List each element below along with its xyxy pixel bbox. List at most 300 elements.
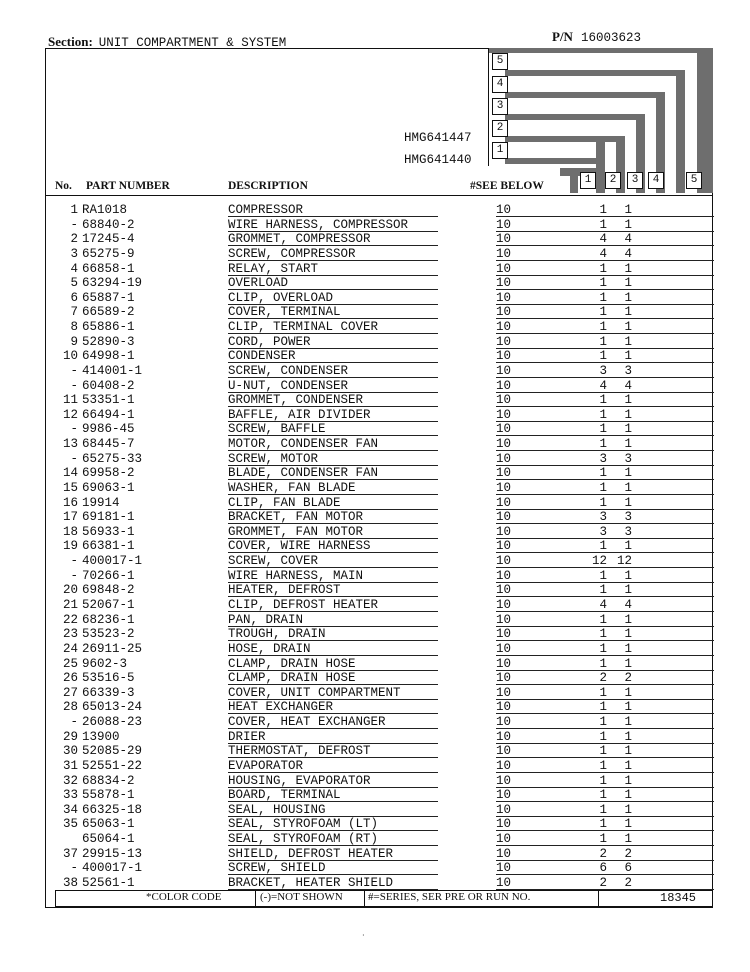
see-below-code: 10 (496, 437, 512, 452)
see-below-code: 10 (496, 203, 512, 217)
key-box-2: 2 (492, 120, 508, 137)
qty-model-2: 1 (624, 466, 632, 481)
qty-model-2: 4 (624, 378, 632, 393)
see-below-code: 10 (496, 524, 512, 539)
qty-model-2: 1 (624, 568, 632, 583)
item-number: 29 (62, 729, 78, 744)
description: WASHER, FAN BLADE (228, 480, 356, 495)
footer-divider (55, 891, 56, 906)
see-below-code: 10 (496, 568, 512, 583)
table-row (0, 671, 750, 686)
section-label: Section: (48, 34, 93, 49)
qty-model-1: 1 (599, 261, 607, 276)
qty-model-2: 1 (624, 729, 632, 744)
qty-model-1: 6 (599, 861, 607, 876)
table-row (0, 759, 750, 774)
see-below-code: 10 (496, 480, 512, 495)
see-below-code: 10 (496, 422, 512, 437)
description: CLIP, FAN BLADE (228, 495, 341, 510)
qty-model-2: 1 (624, 832, 632, 847)
qty-model-1: 1 (599, 685, 607, 700)
part-number: 9986-45 (82, 422, 135, 437)
item-number: - (70, 451, 78, 466)
qty-model-1: 2 (599, 671, 607, 686)
description: U-NUT, CONDENSER (228, 378, 349, 393)
col-header-description: DESCRIPTION (228, 180, 308, 192)
description: RELAY, START (228, 261, 319, 276)
part-number: 52085-29 (82, 744, 143, 759)
model-hmg641440: HMG641440 (404, 153, 472, 167)
model-hmg641447: HMG641447 (404, 131, 472, 145)
table-row (0, 466, 750, 481)
description: SCREW, COVER (228, 554, 319, 569)
qty-model-2: 3 (624, 524, 632, 539)
item-number: 19 (62, 539, 78, 554)
footer-divider (712, 891, 713, 906)
table-row (0, 788, 750, 803)
footer-divider (364, 891, 365, 906)
qty-model-1: 1 (599, 568, 607, 583)
item-number: 31 (62, 758, 78, 773)
description: SEAL, STYROFOAM (RT) (228, 832, 379, 847)
item-number: 12 (62, 407, 78, 422)
item-number: - (70, 422, 78, 437)
item-number: 9 (70, 334, 78, 349)
qty-model-2: 3 (624, 363, 632, 378)
qty-model-2: 1 (624, 641, 632, 656)
qty-model-2: 1 (624, 261, 632, 276)
description: OVERLOAD (228, 276, 289, 291)
see-below-code: 10 (496, 598, 512, 612)
qty-model-2: 1 (624, 802, 632, 817)
qty-model-1: 1 (599, 656, 607, 671)
key-col-2: 2 (605, 172, 621, 189)
qty-model-2: 4 (624, 246, 632, 261)
see-below-code: 10 (496, 729, 512, 744)
table-row (0, 642, 750, 657)
qty-model-1: 1 (599, 407, 607, 422)
description: SEAL, HOUSING (228, 802, 326, 817)
description: COVER, TERMINAL (228, 305, 341, 320)
see-below-code: 10 (496, 875, 512, 890)
description: COMPRESSOR (228, 203, 304, 217)
part-number: 13900 (82, 729, 120, 744)
item-number: - (70, 378, 78, 393)
header-divider (45, 195, 713, 196)
item-number: - (70, 861, 78, 876)
qty-model-1: 3 (599, 363, 607, 378)
description: COVER, HEAT EXCHANGER (228, 715, 386, 730)
table-row (0, 598, 750, 613)
qty-model-2: 1 (624, 305, 632, 320)
description: DRIER (228, 729, 266, 744)
see-below-code: 10 (496, 846, 512, 861)
qty-model-2: 1 (624, 715, 632, 730)
table-row (0, 832, 750, 847)
qty-model-2: 2 (624, 875, 632, 890)
description: CLAMP, DRAIN HOSE (228, 671, 356, 686)
description: BRACKET, FAN MOTOR (228, 510, 364, 525)
table-row (0, 510, 750, 525)
qty-model-2: 1 (624, 276, 632, 291)
item-number: 22 (62, 612, 78, 627)
key-col-5: 5 (686, 172, 702, 189)
qty-model-1: 1 (599, 480, 607, 495)
description: HEAT EXCHANGER (228, 700, 334, 715)
qty-model-2: 1 (624, 290, 632, 305)
description: BRACKET, HEATER SHIELD (228, 875, 394, 890)
qty-model-1: 1 (599, 715, 607, 730)
key-col-3: 3 (627, 172, 643, 189)
qty-model-1: 1 (599, 788, 607, 803)
table-row (0, 496, 750, 511)
table-row (0, 539, 750, 554)
qty-model-1: 1 (599, 773, 607, 788)
qty-model-1: 3 (599, 451, 607, 466)
key-col-4: 4 (648, 172, 664, 189)
item-number: 26 (62, 671, 78, 686)
item-number: 33 (62, 788, 78, 803)
see-below-code: 10 (496, 393, 512, 408)
qty-model-2: 1 (624, 334, 632, 349)
see-below-code: 10 (496, 232, 512, 247)
qty-model-2: 1 (624, 758, 632, 773)
part-number: 29915-13 (82, 846, 143, 861)
part-number: 52067-1 (82, 598, 135, 612)
table-row (0, 803, 750, 818)
qty-model-2: 1 (624, 627, 632, 642)
table-row (0, 700, 750, 715)
see-below-code: 10 (496, 656, 512, 671)
item-number: - (70, 217, 78, 232)
qty-model-2: 1 (624, 788, 632, 803)
see-below-code: 10 (496, 627, 512, 642)
description: CORD, POWER (228, 334, 311, 349)
qty-model-1: 1 (599, 539, 607, 554)
qty-model-2: 1 (624, 744, 632, 759)
item-number: 38 (62, 875, 78, 890)
item-number: 6 (70, 290, 78, 305)
see-below-code: 10 (496, 715, 512, 730)
table-row (0, 744, 750, 759)
qty-model-1: 1 (599, 437, 607, 452)
table-row (0, 379, 750, 394)
part-number: 66858-1 (82, 261, 135, 276)
see-below-code: 10 (496, 685, 512, 700)
part-number: 66339-3 (82, 685, 135, 700)
item-number: 7 (70, 305, 78, 320)
qty-model-2: 1 (624, 422, 632, 437)
qty-model-2: 1 (624, 817, 632, 832)
part-number: 68834-2 (82, 773, 135, 788)
qty-model-2: 1 (624, 685, 632, 700)
description: SEAL, STYROFOAM (LT) (228, 817, 379, 832)
part-number-value: 16003623 (580, 31, 641, 45)
item-number: - (70, 715, 78, 730)
qty-model-1: 1 (599, 627, 607, 642)
part-number: 69063-1 (82, 480, 135, 495)
qty-model-1: 1 (599, 349, 607, 364)
see-below-code: 10 (496, 788, 512, 803)
qty-model-1: 1 (599, 802, 607, 817)
qty-model-2: 1 (624, 349, 632, 364)
item-number: 2 (70, 232, 78, 247)
item-number: - (70, 363, 78, 378)
footer-bottom-rule (55, 906, 713, 907)
qty-model-2: 1 (624, 393, 632, 408)
part-number: 69958-2 (82, 466, 135, 481)
table-row (0, 525, 750, 540)
description: WIRE HARNESS, MAIN (228, 568, 364, 583)
description: GROMMET, FAN MOTOR (228, 524, 364, 539)
description: SCREW, BAFFLE (228, 422, 326, 437)
qty-model-1: 1 (599, 334, 607, 349)
item-number: 8 (70, 320, 78, 335)
qty-model-2: 1 (624, 495, 632, 510)
item-number: 23 (62, 627, 78, 642)
qty-model-2: 1 (624, 539, 632, 554)
qty-model-1: 1 (599, 744, 607, 759)
item-number: 18 (62, 524, 78, 539)
qty-model-1: 1 (599, 641, 607, 656)
description: CLAMP, DRAIN HOSE (228, 656, 356, 671)
see-below-code: 10 (496, 832, 512, 847)
series-note: #=SERIES, SER PRE OR RUN NO. (368, 891, 531, 903)
qty-model-2: 1 (624, 407, 632, 422)
description: BOARD, TERMINAL (228, 788, 341, 803)
qty-model-1: 1 (599, 832, 607, 847)
qty-model-1: 1 (599, 320, 607, 335)
qty-model-1: 4 (599, 378, 607, 393)
col-header-no: No. (55, 180, 72, 192)
section-value: UNIT COMPARTMENT & SYSTEM (98, 36, 287, 50)
item-number: 3 (70, 246, 78, 261)
item-number: 15 (62, 480, 78, 495)
part-number: 414001-1 (82, 363, 143, 378)
qty-model-2: 2 (624, 671, 632, 686)
qty-model-1: 1 (599, 290, 607, 305)
table-row (0, 554, 750, 569)
item-number: - (70, 554, 78, 569)
key-box-5: 5 (492, 53, 508, 70)
table-row (0, 481, 750, 496)
see-below-code: 10 (496, 744, 512, 759)
table-row (0, 203, 750, 218)
qty-model-1: 1 (599, 729, 607, 744)
qty-model-2: 1 (624, 203, 632, 217)
qty-model-2: 6 (624, 861, 632, 876)
table-row (0, 627, 750, 642)
see-below-code: 10 (496, 246, 512, 261)
table-row (0, 247, 750, 262)
see-below-code: 10 (496, 217, 512, 232)
qty-model-1: 1 (599, 203, 607, 217)
see-below-code: 10 (496, 290, 512, 305)
document-code: 18345 (660, 891, 697, 905)
see-below-code: 10 (496, 349, 512, 364)
see-below-code: 10 (496, 671, 512, 686)
table-row (0, 583, 750, 598)
item-number: 27 (62, 685, 78, 700)
see-below-code: 10 (496, 583, 512, 598)
see-below-code: 10 (496, 861, 512, 876)
see-below-code: 10 (496, 612, 512, 627)
key-box-3: 3 (492, 98, 508, 115)
item-number: 1 (70, 203, 78, 217)
table-row (0, 349, 750, 364)
col-header-see-below: #SEE BELOW (470, 180, 544, 192)
description: SCREW, COMPRESSOR (228, 246, 356, 261)
qty-model-1: 2 (599, 846, 607, 861)
description: BAFFLE, AIR DIVIDER (228, 407, 371, 422)
footer-divider (255, 891, 256, 906)
item-number: 20 (62, 583, 78, 598)
see-below-code: 10 (496, 700, 512, 715)
item-number: 14 (62, 466, 78, 481)
qty-model-1: 2 (599, 875, 607, 890)
description: CLIP, TERMINAL COVER (228, 320, 379, 335)
qty-model-1: 4 (599, 232, 607, 247)
part-number: 56933-1 (82, 524, 135, 539)
part-number: 400017-1 (82, 554, 143, 569)
qty-model-2: 2 (624, 846, 632, 861)
part-number: 26911-25 (82, 641, 143, 656)
part-number: 60408-2 (82, 378, 135, 393)
qty-model-1: 1 (599, 583, 607, 598)
table-row (0, 422, 750, 437)
item-number: 11 (62, 393, 78, 408)
qty-model-1: 1 (599, 422, 607, 437)
description: COVER, WIRE HARNESS (228, 539, 371, 554)
description: SCREW, CONDENSER (228, 363, 349, 378)
qty-model-2: 4 (624, 598, 632, 612)
part-number: 53523-2 (82, 627, 135, 642)
part-number: 70266-1 (82, 568, 135, 583)
part-number: 53516-5 (82, 671, 135, 686)
see-below-code: 10 (496, 305, 512, 320)
see-below-code: 10 (496, 276, 512, 291)
item-number: 4 (70, 261, 78, 276)
see-below-code: 10 (496, 261, 512, 276)
table-row (0, 320, 750, 335)
part-number: 65886-1 (82, 320, 135, 335)
part-number: 66494-1 (82, 407, 135, 422)
part-number: 65275-33 (82, 451, 143, 466)
qty-model-1: 1 (599, 305, 607, 320)
part-number: 17245-4 (82, 232, 135, 247)
qty-model-1: 1 (599, 817, 607, 832)
table-row (0, 861, 750, 876)
key-col-1: 1 (580, 172, 596, 189)
footer-divider (598, 891, 599, 906)
part-number: 53351-1 (82, 393, 135, 408)
qty-model-2: 12 (616, 554, 632, 569)
qty-model-2: 1 (624, 773, 632, 788)
part-number-header (552, 29, 641, 45)
qty-model-2: 1 (624, 480, 632, 495)
description: SHIELD, DEFROST HEATER (228, 846, 394, 861)
table-row (0, 232, 750, 247)
description: GROMMET, COMPRESSOR (228, 232, 371, 247)
key-box-1: 1 (492, 142, 508, 159)
item-number: 34 (62, 802, 78, 817)
item-number: 30 (62, 744, 78, 759)
qty-model-1: 1 (599, 758, 607, 773)
description: SCREW, SHIELD (228, 861, 326, 876)
part-number: 65275-9 (82, 246, 135, 261)
qty-model-2: 3 (624, 510, 632, 525)
qty-model-2: 1 (624, 320, 632, 335)
part-number-label: P/N (552, 29, 573, 44)
item-number: 28 (62, 700, 78, 715)
part-number: 52561-1 (82, 875, 135, 890)
qty-model-2: 1 (624, 437, 632, 452)
table-row (0, 393, 750, 408)
part-number: 69181-1 (82, 510, 135, 525)
part-number: 64998-1 (82, 349, 135, 364)
part-number: 68445-7 (82, 437, 135, 452)
qty-model-1: 3 (599, 510, 607, 525)
qty-model-1: 1 (599, 217, 607, 232)
qty-model-1: 1 (599, 612, 607, 627)
see-below-code: 10 (496, 451, 512, 466)
description: CLIP, DEFROST HEATER (228, 598, 379, 612)
item-number: 37 (62, 846, 78, 861)
part-number: 65013-24 (82, 700, 143, 715)
qty-model-2: 1 (624, 612, 632, 627)
part-number: 65887-1 (82, 290, 135, 305)
item-number: 10 (62, 349, 78, 364)
description: EVAPORATOR (228, 758, 304, 773)
qty-model-1: 1 (599, 276, 607, 291)
see-below-code: 10 (496, 554, 512, 569)
see-below-code: 10 (496, 495, 512, 510)
table-row (0, 715, 750, 730)
see-below-code: 10 (496, 802, 512, 817)
item-number: - (70, 568, 78, 583)
qty-model-1: 4 (599, 246, 607, 261)
item-number: 21 (62, 598, 78, 612)
see-below-code: 10 (496, 539, 512, 554)
description: SCREW, MOTOR (228, 451, 319, 466)
table-row (0, 276, 750, 291)
table-row (0, 364, 750, 379)
description: CLIP, OVERLOAD (228, 290, 334, 305)
qty-model-1: 4 (599, 598, 607, 612)
see-below-code: 10 (496, 510, 512, 525)
item-number: 32 (62, 773, 78, 788)
qty-model-2: 1 (624, 217, 632, 232)
part-number: 55878-1 (82, 788, 135, 803)
table-row (0, 774, 750, 789)
qty-model-2: 4 (624, 232, 632, 247)
qty-model-1: 3 (599, 524, 607, 539)
item-number: 25 (62, 656, 78, 671)
qty-model-2: 1 (624, 700, 632, 715)
table-row (0, 613, 750, 628)
not-shown-note: (-)=NOT SHOWN (260, 891, 343, 903)
see-below-code: 10 (496, 641, 512, 656)
description: HOUSING, EVAPORATOR (228, 773, 371, 788)
description: CONDENSER (228, 349, 296, 364)
table-row (0, 218, 750, 233)
part-number: 69848-2 (82, 583, 135, 598)
description: PAN, DRAIN (228, 612, 304, 627)
see-below-code: 10 (496, 363, 512, 378)
description: HEATER, DEFROST (228, 583, 341, 598)
description: THERMOSTAT, DEFROST (228, 744, 371, 759)
qty-model-1: 1 (599, 495, 607, 510)
